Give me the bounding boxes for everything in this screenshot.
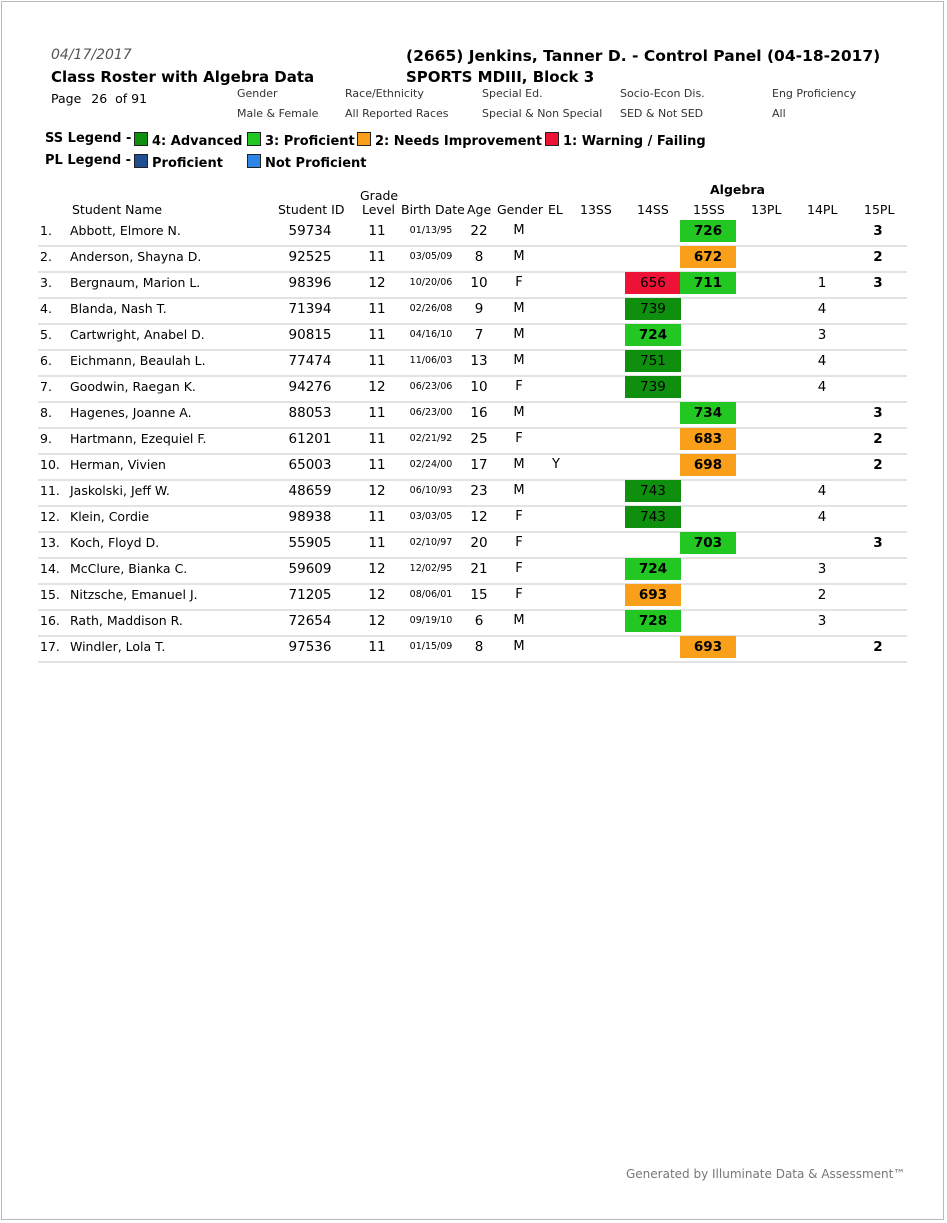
- student-id: 88053: [288, 405, 332, 421]
- table-row: [38, 635, 907, 663]
- table-row: [38, 219, 907, 247]
- row-number: 17.: [40, 639, 60, 654]
- header-15pl: 15PL: [864, 202, 895, 217]
- student-id: 72654: [288, 613, 332, 629]
- table-row: [38, 557, 907, 585]
- page-total: of 91: [115, 91, 148, 106]
- student-id: 48659: [288, 483, 332, 499]
- header-age: Age: [467, 202, 492, 217]
- grade-level: 11: [368, 457, 386, 473]
- pl-14: 4: [817, 509, 827, 525]
- gender: M: [513, 457, 525, 472]
- birth-date: 06/23/00: [409, 407, 453, 418]
- birth-date: 01/13/95: [409, 225, 453, 236]
- filter-gender-label: Gender: [237, 87, 278, 100]
- student-name: Nitzsche, Emanuel J.: [70, 587, 198, 602]
- ss-legend-warning: 1: Warning / Failing: [545, 132, 706, 149]
- gender: M: [513, 639, 525, 654]
- filter-race-label: Race/Ethnicity: [345, 87, 424, 100]
- page-indicator: [51, 91, 153, 106]
- table-row: [38, 479, 907, 507]
- row-number: 4.: [40, 301, 52, 316]
- grade-level: 11: [368, 223, 386, 239]
- header-grade-bottom: Level: [362, 202, 395, 217]
- filter-sed-value: SED & Not SED: [620, 107, 704, 120]
- pl-14: 1: [817, 275, 827, 291]
- el-status: [548, 349, 564, 373]
- filter-eng-value: All: [772, 107, 786, 120]
- header-grade-top: Grade: [360, 188, 399, 203]
- el-status: [548, 557, 564, 581]
- grade-level: 11: [368, 353, 386, 369]
- score-15ss: 698: [680, 454, 736, 476]
- gender: M: [513, 301, 525, 316]
- pl-14: 2: [817, 587, 827, 603]
- ss-legend-proficient: 3: Proficient: [247, 132, 355, 149]
- age: 10: [470, 379, 488, 395]
- swatch-icon: [247, 132, 261, 146]
- age: 15: [470, 587, 488, 603]
- birth-date: 06/23/06: [409, 381, 453, 392]
- birth-date: 02/21/92: [409, 433, 453, 444]
- report-date: 04/17/2017: [51, 47, 132, 63]
- score-14ss: 728: [625, 610, 681, 632]
- filter-eng-label: Eng Proficiency: [772, 87, 857, 100]
- age: 21: [470, 561, 488, 577]
- grade-level: 11: [368, 249, 386, 265]
- age: 8: [474, 639, 484, 655]
- score-15ss: 703: [680, 532, 736, 554]
- pl-legend-label: PL Legend -: [45, 153, 132, 168]
- grade-level: 11: [368, 431, 386, 447]
- table-row: [38, 375, 907, 403]
- table-row: [38, 349, 907, 377]
- pl-legend-proficient: Proficient: [134, 154, 223, 171]
- student-name: Windler, Lola T.: [70, 639, 166, 654]
- el-status: [548, 505, 564, 529]
- student-name: Klein, Cordie: [70, 509, 150, 524]
- gender: M: [513, 405, 525, 420]
- grade-level: 11: [368, 301, 386, 317]
- birth-date: 02/10/97: [409, 537, 453, 548]
- birth-date: 09/19/10: [409, 615, 453, 626]
- pl-legend-not-proficient: Not Proficient: [247, 154, 367, 171]
- el-status: [548, 245, 564, 269]
- filter-sed-label: Socio-Econ Dis.: [620, 87, 705, 100]
- birth-date: 03/03/05: [409, 511, 453, 522]
- grade-level: 11: [368, 535, 386, 551]
- score-14ss: 693: [625, 584, 681, 606]
- gender: M: [513, 613, 525, 628]
- row-number: 15.: [40, 587, 60, 602]
- pl-15: 2: [873, 639, 883, 655]
- el-status: [548, 609, 564, 633]
- ss-legend-label: SS Legend -: [45, 131, 132, 146]
- age: 20: [470, 535, 488, 551]
- gender: M: [513, 327, 525, 342]
- score-14ss: 751: [625, 350, 681, 372]
- el-status: [548, 401, 564, 425]
- age: 23: [470, 483, 488, 499]
- pl-14: 3: [817, 327, 827, 343]
- table-row: [38, 271, 907, 299]
- student-name: Hartmann, Ezequiel F.: [70, 431, 207, 446]
- student-name: Rath, Maddison R.: [70, 613, 183, 628]
- pl-14: 3: [817, 613, 827, 629]
- age: 13: [470, 353, 488, 369]
- age: 17: [470, 457, 488, 473]
- gender: F: [515, 535, 523, 550]
- pl-14: 4: [817, 353, 827, 369]
- gender: M: [513, 483, 525, 498]
- score-14ss: 724: [625, 324, 681, 346]
- score-14ss: 656: [625, 272, 681, 294]
- row-number: 12.: [40, 509, 60, 524]
- student-id: 97536: [288, 639, 332, 655]
- table-row: [38, 427, 907, 455]
- table-row: [38, 505, 907, 533]
- student-id: 92525: [288, 249, 332, 265]
- header-13ss: 13SS: [580, 202, 612, 217]
- filter-sped-value: Special & Non Special: [482, 107, 603, 120]
- student-id: 77474: [288, 353, 332, 369]
- row-number: 1.: [40, 223, 52, 238]
- swatch-icon: [134, 132, 148, 146]
- score-15ss: 683: [680, 428, 736, 450]
- birth-date: 02/26/08: [409, 303, 453, 314]
- grade-level: 12: [368, 613, 386, 629]
- table-row: [38, 609, 907, 637]
- header-14ss: 14SS: [637, 202, 669, 217]
- birth-date: 12/02/95: [409, 563, 453, 574]
- student-name: Eichmann, Beaulah L.: [70, 353, 206, 368]
- pl-15: 3: [873, 275, 883, 291]
- row-number: 5.: [40, 327, 52, 342]
- student-name: Blanda, Nash T.: [70, 301, 167, 316]
- student-name: Abbott, Elmore N.: [70, 223, 181, 238]
- birth-date: 06/10/93: [409, 485, 453, 496]
- gender: M: [513, 353, 525, 368]
- birth-date: 02/24/00: [409, 459, 453, 470]
- pl-15: 2: [873, 457, 883, 473]
- table-row: [38, 297, 907, 325]
- score-14ss: 739: [625, 376, 681, 398]
- pl-15: 3: [873, 535, 883, 551]
- birth-date: 04/16/10: [409, 329, 453, 340]
- grade-level: 12: [368, 379, 386, 395]
- row-number: 10.: [40, 457, 60, 472]
- row-number: 13.: [40, 535, 60, 550]
- score-14ss: 743: [625, 506, 681, 528]
- student-id: 94276: [288, 379, 332, 395]
- gender: F: [515, 275, 523, 290]
- age: 25: [470, 431, 488, 447]
- grade-level: 12: [368, 587, 386, 603]
- filter-sped-label: Special Ed.: [482, 87, 543, 100]
- student-name: Herman, Vivien: [70, 457, 166, 472]
- age: 16: [470, 405, 488, 421]
- table-row: [38, 401, 907, 429]
- score-14ss: 724: [625, 558, 681, 580]
- gender: F: [515, 587, 523, 602]
- report-title: Class Roster with Algebra Data: [51, 68, 315, 86]
- gender: F: [515, 561, 523, 576]
- el-status: [548, 479, 564, 503]
- grade-level: 11: [368, 405, 386, 421]
- score-14ss: 743: [625, 480, 681, 502]
- student-id: 59734: [288, 223, 332, 239]
- grade-level: 11: [368, 639, 386, 655]
- page-number: 26: [91, 91, 108, 106]
- score-15ss: 726: [680, 220, 736, 242]
- el-status: [548, 531, 564, 555]
- el-status: [548, 583, 564, 607]
- gender: F: [515, 509, 523, 524]
- gender: M: [513, 223, 525, 238]
- table-row: [38, 583, 907, 611]
- pl-14: 3: [817, 561, 827, 577]
- header-14pl: 14PL: [807, 202, 838, 217]
- student-name: Jaskolski, Jeff W.: [70, 483, 170, 498]
- birth-date: 11/06/03: [409, 355, 453, 366]
- row-number: 16.: [40, 613, 60, 628]
- swatch-icon: [134, 154, 148, 168]
- header-15ss: 15SS: [693, 202, 725, 217]
- student-id: 98396: [288, 275, 332, 291]
- pl-15: 2: [873, 431, 883, 447]
- age: 9: [474, 301, 484, 317]
- age: 12: [470, 509, 488, 525]
- pl-14: 4: [817, 483, 827, 499]
- row-number: 9.: [40, 431, 52, 446]
- student-name: Hagenes, Joanne A.: [70, 405, 192, 420]
- swatch-icon: [545, 132, 559, 146]
- table-row: [38, 531, 907, 559]
- pl-15: 2: [873, 249, 883, 265]
- student-name: Bergnaum, Marion L.: [70, 275, 201, 290]
- row-number: 8.: [40, 405, 52, 420]
- el-status: Y: [552, 457, 560, 472]
- row-number: 3.: [40, 275, 52, 290]
- age: 10: [470, 275, 488, 291]
- header-birth-date: Birth Date: [401, 202, 465, 217]
- score-15ss: 711: [680, 272, 736, 294]
- header-algebra-group: Algebra: [710, 182, 765, 197]
- score-15ss: 693: [680, 636, 736, 658]
- pl-15: 3: [873, 405, 883, 421]
- student-id: 65003: [288, 457, 332, 473]
- header-student-name: Student Name: [72, 202, 163, 217]
- age: 8: [474, 249, 484, 265]
- age: 22: [470, 223, 488, 239]
- panel-title: (2665) Jenkins, Tanner D. - Control Panel (04-18-2017): [406, 47, 881, 65]
- header-gender: Gender: [497, 202, 544, 217]
- birth-date: 01/15/09: [409, 641, 453, 652]
- student-id: 90815: [288, 327, 332, 343]
- age: 6: [474, 613, 484, 629]
- el-status: [548, 323, 564, 347]
- el-status: [548, 271, 564, 295]
- grade-level: 11: [368, 327, 386, 343]
- student-id: 59609: [288, 561, 332, 577]
- student-name: Goodwin, Raegan K.: [70, 379, 196, 394]
- score-15ss: 734: [680, 402, 736, 424]
- pl-14: 4: [817, 301, 827, 317]
- row-number: 7.: [40, 379, 52, 394]
- student-id: 61201: [288, 431, 332, 447]
- el-status: [548, 297, 564, 321]
- student-name: Cartwright, Anabel D.: [70, 327, 205, 342]
- student-id: 71394: [288, 301, 332, 317]
- class-name: SPORTS MDIII, Block 3: [406, 68, 595, 86]
- gender: F: [515, 379, 523, 394]
- ss-legend-needs-improvement: 2: Needs Improvement: [357, 132, 542, 149]
- header-13pl: 13PL: [751, 202, 782, 217]
- row-number: 2.: [40, 249, 52, 264]
- filter-race-value: All Reported Races: [345, 107, 449, 120]
- student-id: 71205: [288, 587, 332, 603]
- page-label: Page: [51, 91, 82, 106]
- student-name: Koch, Floyd D.: [70, 535, 160, 550]
- student-id: 98938: [288, 509, 332, 525]
- row-number: 11.: [40, 483, 60, 498]
- header-el: EL: [548, 202, 563, 217]
- pl-14: 4: [817, 379, 827, 395]
- age: 7: [474, 327, 484, 343]
- footer-credit: Generated by Illuminate Data & Assessment™: [626, 1167, 906, 1181]
- grade-level: 12: [368, 275, 386, 291]
- student-id: 55905: [288, 535, 332, 551]
- pl-15: 3: [873, 223, 883, 239]
- swatch-icon: [247, 154, 261, 168]
- birth-date: 10/20/06: [409, 277, 453, 288]
- birth-date: 03/05/09: [409, 251, 453, 262]
- score-15ss: 672: [680, 246, 736, 268]
- score-14ss: 739: [625, 298, 681, 320]
- grade-level: 11: [368, 509, 386, 525]
- el-status: [548, 375, 564, 399]
- filter-gender-value: Male & Female: [237, 107, 319, 120]
- grade-level: 12: [368, 483, 386, 499]
- gender: M: [513, 249, 525, 264]
- ss-legend-advanced: 4: Advanced: [134, 132, 242, 149]
- el-status: [548, 219, 564, 243]
- gender: F: [515, 431, 523, 446]
- student-name: McClure, Bianka C.: [70, 561, 188, 576]
- header-student-id: Student ID: [278, 202, 345, 217]
- student-name: Anderson, Shayna D.: [70, 249, 202, 264]
- grade-level: 12: [368, 561, 386, 577]
- birth-date: 08/06/01: [409, 589, 453, 600]
- table-row: [38, 245, 907, 273]
- el-status: [548, 427, 564, 451]
- el-status: [548, 635, 564, 659]
- table-row: [38, 323, 907, 351]
- row-number: 6.: [40, 353, 52, 368]
- row-number: 14.: [40, 561, 60, 576]
- table-row: [38, 453, 907, 481]
- swatch-icon: [357, 132, 371, 146]
